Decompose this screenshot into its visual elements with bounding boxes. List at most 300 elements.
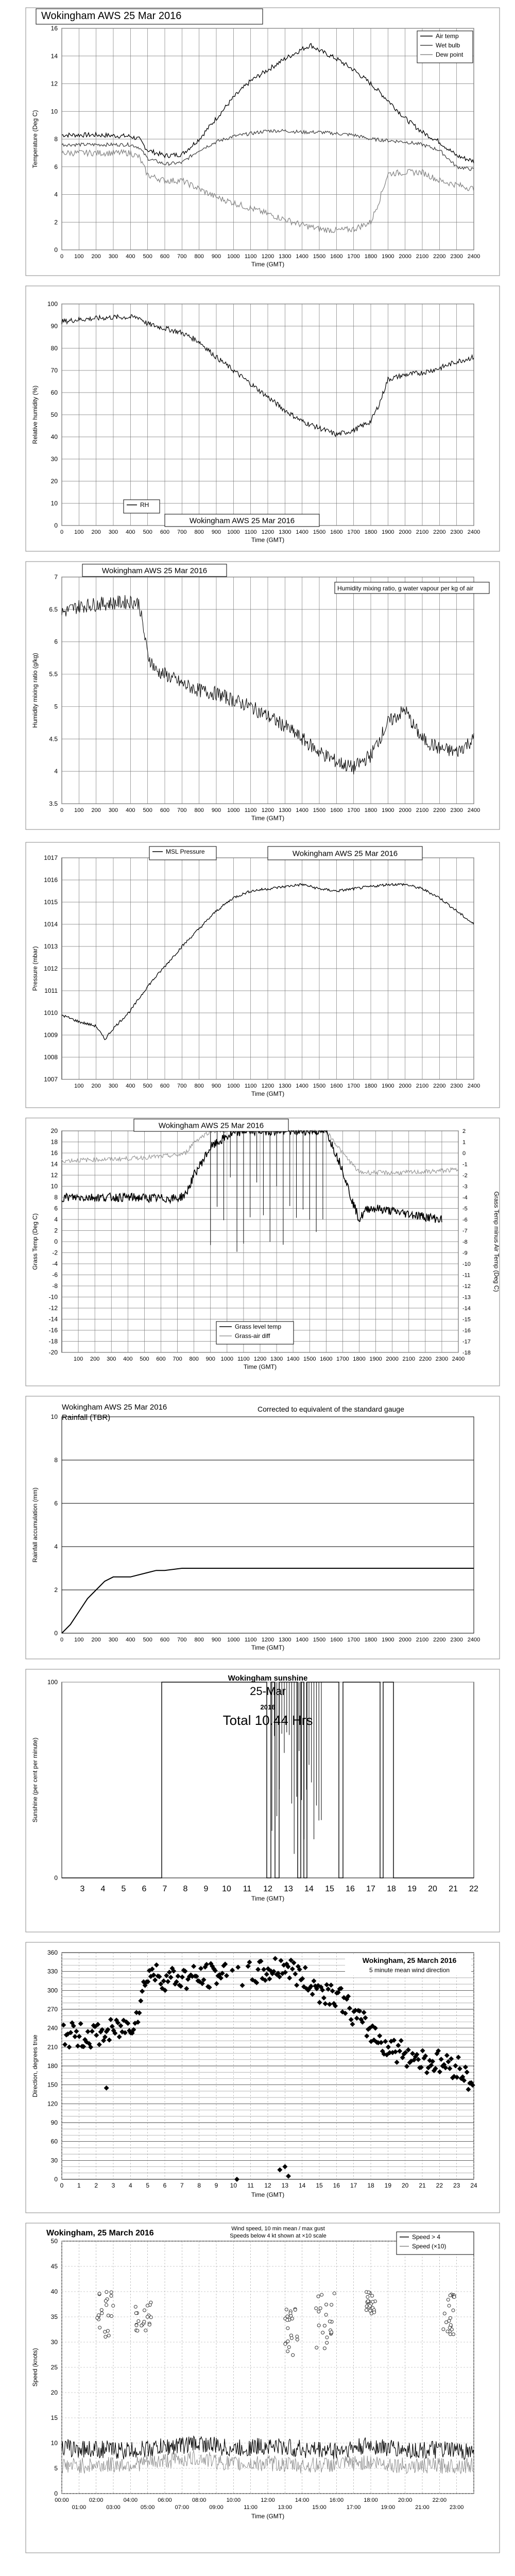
y-tick-label: 180 bbox=[47, 2062, 58, 2070]
y-tick-label: 4 bbox=[54, 191, 58, 198]
x-tick-label: 1500 bbox=[313, 1083, 326, 1089]
x-tick-label: 0 bbox=[60, 2182, 64, 2189]
x-tick-label: 600 bbox=[160, 1083, 170, 1089]
x-tick-label: 1400 bbox=[286, 1356, 300, 1362]
x-tick-label: 6 bbox=[142, 1885, 147, 1893]
x10-speed-point bbox=[371, 2300, 374, 2303]
x-tick-label: 12:00 bbox=[261, 2497, 275, 2503]
x10-speed-point bbox=[286, 2340, 289, 2343]
x-tick-label: 700 bbox=[177, 807, 187, 814]
x-axis-label: Time (GMT) bbox=[251, 2191, 285, 2198]
y-tick-label: 70 bbox=[50, 367, 58, 374]
x-tick-label: 1400 bbox=[296, 253, 308, 260]
x-tick-label: 500 bbox=[140, 1356, 149, 1362]
y-tick-label: 10 bbox=[50, 2439, 58, 2447]
y-tick-label: 100 bbox=[47, 1679, 58, 1686]
chart-title: Wokingham AWS 25 Mar 2016 bbox=[158, 1121, 264, 1130]
x-tick-label: 1800 bbox=[353, 1356, 366, 1362]
y-tick-label: -16 bbox=[48, 1327, 58, 1334]
chart-title: Wokingham AWS 25 Mar 2016 bbox=[41, 10, 182, 22]
x-tick-label: 5 bbox=[121, 1885, 126, 1893]
x10-speed-point bbox=[294, 2308, 297, 2311]
y-tick-label: 4 bbox=[54, 1216, 58, 1223]
x-axis-label: Time (GMT) bbox=[251, 815, 285, 822]
y-tick-label: 1008 bbox=[44, 1054, 58, 1061]
x-axis-label: Time (GMT) bbox=[251, 1090, 285, 1097]
x-tick-label: 1800 bbox=[364, 807, 377, 814]
x-tick-label: 14 bbox=[304, 1885, 314, 1893]
x-tick-label: 900 bbox=[211, 1637, 221, 1643]
y2-tick-label: -3 bbox=[462, 1183, 468, 1190]
y-tick-label: 16 bbox=[50, 25, 58, 32]
x-tick-label: 1700 bbox=[336, 1356, 349, 1362]
x-tick-label: 1800 bbox=[364, 1637, 377, 1643]
legend-label: Humidity mixing ratio, g water vapour per kg of air bbox=[337, 585, 474, 592]
x-tick-label: 16 bbox=[333, 2182, 340, 2189]
x-tick-label: 1700 bbox=[347, 529, 360, 535]
x-tick-label: 200 bbox=[91, 1637, 101, 1643]
x-tick-label: 7 bbox=[180, 2182, 184, 2189]
x-tick-label: 2200 bbox=[419, 1356, 432, 1362]
x-tick-label: 800 bbox=[194, 807, 204, 814]
y-tick-label: -6 bbox=[52, 1271, 58, 1279]
x10-speed-point bbox=[284, 2343, 287, 2346]
x-tick-label: 9 bbox=[214, 2182, 218, 2189]
x-tick-label: 1600 bbox=[330, 253, 343, 260]
y-tick-label: 330 bbox=[47, 1968, 58, 1975]
legend-label: MSL Pressure bbox=[166, 848, 205, 855]
x-tick-label: 1700 bbox=[347, 1637, 360, 1643]
x-tick-label: 2100 bbox=[416, 1637, 429, 1643]
y-tick-label: 90 bbox=[50, 2119, 58, 2126]
x10-speed-point bbox=[287, 2346, 290, 2349]
x10-speed-point bbox=[291, 2353, 295, 2357]
x-tick-label: 400 bbox=[123, 1356, 133, 1362]
y-tick-label: 15 bbox=[50, 2414, 58, 2421]
x10-speed-point bbox=[107, 2334, 110, 2337]
x-tick-label: 1300 bbox=[279, 529, 291, 535]
x-tick-label: 1600 bbox=[330, 807, 343, 814]
chart-title: Wokingham AWS 25 Mar 2016 bbox=[101, 566, 208, 575]
x-tick-label: 3 bbox=[80, 1885, 85, 1893]
y-tick-label: 0 bbox=[54, 246, 58, 253]
x-tick-label: 1200 bbox=[261, 1637, 274, 1643]
x-tick-label: 2200 bbox=[433, 1637, 446, 1643]
x10-speed-point bbox=[144, 2329, 147, 2332]
x-tick-label: 19:00 bbox=[381, 2504, 396, 2511]
y-tick-label: 4 bbox=[54, 1543, 58, 1550]
y-tick-label: 14 bbox=[50, 52, 58, 60]
x-axis-label: Time (GMT) bbox=[251, 2513, 285, 2520]
x10-speed-point bbox=[143, 2309, 146, 2312]
x10-speed-point bbox=[286, 2318, 289, 2321]
y-axis-label: Temperature (Deg C) bbox=[31, 110, 39, 168]
x-tick-label: 14:00 bbox=[295, 2497, 310, 2503]
y2-tick-label: 0 bbox=[462, 1150, 466, 1157]
y-tick-label: 25 bbox=[50, 2364, 58, 2371]
x-tick-label: 100 bbox=[73, 1356, 83, 1362]
x-tick-label: 8 bbox=[197, 2182, 201, 2189]
x10-speed-point bbox=[137, 2319, 140, 2323]
y-tick-label: 0 bbox=[54, 1874, 58, 1882]
y2-tick-label: -11 bbox=[462, 1272, 471, 1279]
x-tick-label: 11 bbox=[243, 1885, 252, 1893]
x-tick-label: 2400 bbox=[452, 1356, 465, 1362]
y2-tick-label: -7 bbox=[462, 1228, 468, 1234]
legend-label: RH bbox=[140, 501, 149, 509]
x10-speed-point bbox=[323, 2324, 326, 2327]
x-tick-label: 800 bbox=[194, 1083, 204, 1089]
x10-speed-point bbox=[289, 2312, 292, 2315]
x-tick-label: 2000 bbox=[399, 1637, 411, 1643]
x-tick-label: 1900 bbox=[382, 807, 394, 814]
x-axis-label: Time (GMT) bbox=[251, 1895, 285, 1902]
x-tick-label: 1200 bbox=[261, 1083, 274, 1089]
x-tick-label: 400 bbox=[126, 253, 135, 260]
chart-title: Wokingham AWS 25 Mar 2016 bbox=[189, 516, 295, 526]
y-tick-label: 1013 bbox=[44, 943, 58, 950]
y-tick-label: 270 bbox=[47, 2006, 58, 2013]
chart-humidity bbox=[26, 286, 500, 551]
y2-tick-label: -16 bbox=[462, 1328, 471, 1334]
x-tick-label: 05:00 bbox=[140, 2504, 155, 2511]
x-tick-label: 900 bbox=[211, 253, 221, 260]
x10-speed-point bbox=[452, 2309, 455, 2312]
y-tick-label: 60 bbox=[50, 2138, 58, 2145]
x-tick-label: 04:00 bbox=[123, 2497, 138, 2503]
y2-tick-label: -2 bbox=[462, 1173, 468, 1179]
x-tick-label: 19 bbox=[407, 1885, 417, 1893]
y-tick-label: 50 bbox=[50, 411, 58, 418]
x-tick-label: 500 bbox=[143, 1637, 152, 1643]
y-tick-label: 20 bbox=[50, 478, 58, 485]
x-tick-label: 2100 bbox=[402, 1356, 415, 1362]
y-tick-label: 100 bbox=[47, 300, 58, 308]
legend-label: Grass-air diff bbox=[235, 1332, 270, 1340]
x-tick-label: 600 bbox=[160, 253, 170, 260]
x-tick-label: 13 bbox=[284, 1885, 293, 1893]
y-tick-label: 4 bbox=[54, 768, 58, 775]
y-tick-label: 12 bbox=[50, 1172, 58, 1179]
x-tick-label: 23 bbox=[453, 2182, 460, 2189]
x10-speed-point bbox=[143, 2320, 146, 2323]
y-tick-label: -10 bbox=[48, 1293, 58, 1301]
y2-axis-label: Grass Temp minus Air Temp (Deg C) bbox=[493, 1191, 500, 1292]
x-tick-label: 400 bbox=[126, 1637, 135, 1643]
x-tick-label: 800 bbox=[194, 253, 204, 260]
y-tick-label: 8 bbox=[54, 1194, 58, 1201]
x-tick-label: 1200 bbox=[261, 253, 274, 260]
x10-speed-point bbox=[317, 2295, 320, 2298]
y-tick-label: 12 bbox=[50, 80, 58, 88]
x-tick-label: 2000 bbox=[399, 1083, 411, 1089]
x-tick-label: 300 bbox=[108, 253, 118, 260]
chart-wind_direction bbox=[26, 1942, 500, 2213]
x10-speed-point bbox=[286, 2327, 289, 2330]
x10-speed-point bbox=[110, 2291, 113, 2294]
chart-pressure bbox=[26, 842, 500, 1108]
y-tick-label: 10 bbox=[50, 1413, 58, 1420]
y-tick-label: 1009 bbox=[44, 1031, 58, 1039]
x-tick-label: 22 bbox=[436, 2182, 443, 2189]
x-tick-label: 1400 bbox=[296, 1083, 308, 1089]
chart-title: Wokingham AWS 25 Mar 2016 bbox=[292, 849, 398, 858]
x10-speed-point bbox=[135, 2324, 138, 2327]
x-tick-label: 1200 bbox=[261, 807, 274, 814]
x-tick-label: 22 bbox=[469, 1885, 478, 1893]
x-tick-label: 18 bbox=[367, 2182, 374, 2189]
x10-speed-point bbox=[371, 2294, 374, 2297]
x-tick-label: 09:00 bbox=[209, 2504, 224, 2511]
x-tick-label: 17 bbox=[366, 1885, 375, 1893]
y-tick-label: 2 bbox=[54, 218, 58, 226]
x-tick-label: 20:00 bbox=[398, 2497, 413, 2503]
x-tick-label: 21:00 bbox=[415, 2504, 430, 2511]
x10-speed-point bbox=[134, 2305, 137, 2308]
x-tick-label: 1000 bbox=[227, 1083, 240, 1089]
x-tick-label: 2100 bbox=[416, 529, 429, 535]
x-tick-label: 10:00 bbox=[226, 2497, 241, 2503]
x-tick-label: 2300 bbox=[435, 1356, 449, 1362]
y-tick-label: 14 bbox=[50, 1160, 58, 1168]
x-tick-label: 18 bbox=[387, 1885, 396, 1893]
y2-tick-label: -8 bbox=[462, 1239, 468, 1245]
y-axis-label: Sunshine (per cent per minute) bbox=[31, 1737, 39, 1823]
x-tick-label: 1100 bbox=[244, 529, 257, 535]
sunshine-total: Total 10.44 Hrs bbox=[222, 1713, 313, 1728]
x10-speed-point bbox=[445, 2320, 448, 2324]
y-tick-label: 20 bbox=[50, 1127, 58, 1134]
x10-speed-point bbox=[325, 2303, 328, 2306]
x-tick-label: 20 bbox=[428, 1885, 437, 1893]
y-tick-label: 8 bbox=[54, 135, 58, 143]
x10-speed-point bbox=[373, 2311, 376, 2314]
x-tick-label: 4 bbox=[100, 1885, 106, 1893]
x-tick-label: 8 bbox=[183, 1885, 188, 1893]
x10-speed-point bbox=[333, 2292, 336, 2295]
x-tick-label: 2300 bbox=[450, 1083, 463, 1089]
x10-speed-point bbox=[442, 2328, 445, 2331]
y2-tick-label: -15 bbox=[462, 1316, 471, 1323]
x-tick-label: 12 bbox=[264, 2182, 271, 2189]
x10-speed-point bbox=[317, 2324, 320, 2327]
x-tick-label: 1600 bbox=[330, 1083, 343, 1089]
y2-tick-label: -10 bbox=[462, 1261, 471, 1267]
y-tick-label: 6 bbox=[54, 638, 58, 646]
legend-label: Speed (×10) bbox=[412, 2243, 447, 2250]
x-tick-label: 100 bbox=[74, 1083, 84, 1089]
x10-speed-point bbox=[98, 2326, 101, 2329]
x-tick-label: 900 bbox=[205, 1356, 215, 1362]
x10-speed-point bbox=[146, 2304, 149, 2307]
x10-speed-point bbox=[325, 2336, 329, 2339]
x10-speed-point bbox=[320, 2293, 323, 2296]
x-tick-label: 1300 bbox=[279, 1083, 291, 1089]
chart-title: Wokingham, 25 March 2016 bbox=[362, 1956, 457, 1964]
x-tick-label: 2400 bbox=[467, 253, 480, 260]
y-tick-label: 0 bbox=[54, 1238, 58, 1245]
x10-speed-point bbox=[321, 2331, 324, 2334]
x-tick-label: 2400 bbox=[467, 529, 480, 535]
x10-speed-point bbox=[96, 2316, 99, 2319]
x10-speed-point bbox=[286, 2350, 289, 2353]
x10-speed-point bbox=[146, 2315, 149, 2318]
y-tick-label: 300 bbox=[47, 1987, 58, 1994]
x-tick-label: 1700 bbox=[347, 1083, 360, 1089]
y-tick-label: 6.5 bbox=[49, 605, 58, 613]
x-tick-label: 600 bbox=[160, 529, 170, 535]
x-axis-label: Time (GMT) bbox=[243, 1363, 277, 1370]
y-axis-label: Relative humidity (%) bbox=[31, 385, 39, 444]
y-tick-label: 1007 bbox=[44, 1076, 58, 1083]
x-tick-label: 11:00 bbox=[244, 2504, 258, 2511]
x-tick-label: 2400 bbox=[467, 1637, 480, 1643]
x-tick-label: 300 bbox=[108, 1637, 118, 1643]
x-tick-label: 2000 bbox=[386, 1356, 399, 1362]
y-tick-label: 90 bbox=[50, 323, 58, 330]
y-tick-label: -20 bbox=[48, 1349, 58, 1356]
legend-label: Wet bulb bbox=[436, 42, 460, 49]
x-tick-label: 13 bbox=[281, 2182, 289, 2189]
plot-area bbox=[62, 1417, 474, 1633]
x-tick-label: 10 bbox=[230, 2182, 237, 2189]
x-tick-label: 1900 bbox=[382, 1637, 394, 1643]
x-tick-label: 24 bbox=[470, 2182, 477, 2189]
x-tick-label: 1400 bbox=[296, 1637, 308, 1643]
x10-speed-point bbox=[448, 2304, 451, 2307]
chart-subtitle: 5 minute mean wind direction bbox=[369, 1967, 450, 1974]
x-tick-label: 2200 bbox=[433, 807, 446, 814]
x10-speed-point bbox=[324, 2313, 328, 2316]
x-tick-label: 11 bbox=[247, 2182, 254, 2189]
x-tick-label: 300 bbox=[108, 1083, 118, 1089]
plot-area bbox=[62, 1682, 474, 1878]
x-tick-label: 1 bbox=[77, 2182, 81, 2189]
x-tick-label: 7 bbox=[162, 1885, 167, 1893]
x-tick-label: 1000 bbox=[220, 1356, 234, 1362]
x-tick-label: 200 bbox=[90, 1356, 100, 1362]
chart-title: Wokingham AWS 25 Mar 2016 bbox=[62, 1403, 167, 1412]
x10-speed-point bbox=[134, 2312, 138, 2315]
x-tick-label: 08:00 bbox=[192, 2497, 207, 2503]
y-tick-label: 210 bbox=[47, 2043, 58, 2051]
x-tick-label: 1700 bbox=[347, 253, 360, 260]
y-axis-label: Humidity mixing ratio (g/kg) bbox=[31, 653, 39, 728]
y-tick-label: 240 bbox=[47, 2024, 58, 2032]
x10-speed-point bbox=[110, 2294, 113, 2297]
x-tick-label: 100 bbox=[74, 1637, 84, 1643]
x-tick-label: 1100 bbox=[237, 1356, 250, 1362]
y-tick-label: 60 bbox=[50, 389, 58, 396]
x-tick-label: 400 bbox=[126, 807, 135, 814]
y-tick-label: 5 bbox=[54, 703, 58, 710]
x-tick-label: 3 bbox=[111, 2182, 115, 2189]
y-tick-label: 6 bbox=[54, 163, 58, 171]
y-tick-label: 0 bbox=[54, 2176, 58, 2183]
x10-speed-point bbox=[443, 2312, 446, 2315]
x10-speed-point bbox=[290, 2317, 294, 2320]
x10-speed-point bbox=[104, 2335, 107, 2338]
x-tick-label: 2200 bbox=[433, 529, 446, 535]
x10-speed-point bbox=[452, 2333, 455, 2336]
x-tick-label: 800 bbox=[194, 529, 204, 535]
y-tick-label: -8 bbox=[52, 1282, 58, 1290]
x-tick-label: 1000 bbox=[227, 529, 240, 535]
x-tick-label: 21 bbox=[419, 2182, 426, 2189]
x10-speed-point bbox=[453, 2296, 456, 2299]
y2-tick-label: 1 bbox=[462, 1139, 466, 1146]
x-tick-label: 1200 bbox=[253, 1356, 267, 1362]
x-tick-label: 800 bbox=[194, 1637, 204, 1643]
x-tick-label: 500 bbox=[143, 807, 152, 814]
x-tick-label: 900 bbox=[211, 1083, 221, 1089]
y-tick-label: 30 bbox=[50, 2338, 58, 2346]
chart-annotation: Corrected to equivalent of the standard gauge bbox=[258, 1405, 404, 1413]
x-tick-label: 2300 bbox=[450, 529, 463, 535]
x10-speed-point bbox=[110, 2314, 113, 2317]
x-tick-label: 0 bbox=[60, 1637, 64, 1643]
legend-label: Speed > 4 bbox=[412, 2233, 441, 2241]
y2-tick-label: -1 bbox=[462, 1161, 468, 1168]
y-tick-label: 20 bbox=[50, 2389, 58, 2396]
chart-year: 2016 bbox=[260, 1703, 276, 1711]
chart-note: Speeds below 4 kt shown at ×10 scale bbox=[230, 2233, 327, 2239]
chart-title: Wokingham sunshine bbox=[228, 1674, 308, 1683]
x10-speed-point bbox=[325, 2341, 329, 2344]
x10-speed-point bbox=[367, 2300, 370, 2303]
x10-speed-point bbox=[148, 2323, 151, 2326]
y-tick-label: 2 bbox=[54, 1227, 58, 1234]
y-tick-label: 50 bbox=[50, 2238, 58, 2245]
x-tick-label: 0 bbox=[60, 253, 64, 260]
x-tick-label: 10 bbox=[222, 1885, 231, 1893]
y-tick-label: 40 bbox=[50, 433, 58, 440]
y-tick-label: 1014 bbox=[44, 921, 58, 928]
x10-speed-point bbox=[449, 2333, 452, 2336]
x-tick-label: 700 bbox=[177, 1083, 187, 1089]
x-tick-label: 200 bbox=[91, 1083, 101, 1089]
x-tick-label: 1600 bbox=[330, 529, 343, 535]
chart-rainfall bbox=[26, 1396, 500, 1659]
x-tick-label: 1300 bbox=[270, 1356, 283, 1362]
x-tick-label: 2100 bbox=[416, 1083, 429, 1089]
y-tick-label: 0 bbox=[54, 522, 58, 529]
x-tick-label: 100 bbox=[74, 807, 84, 814]
y-tick-label: 5.5 bbox=[49, 670, 58, 678]
x10-speed-point bbox=[98, 2292, 101, 2295]
x-tick-label: 1500 bbox=[313, 1637, 326, 1643]
x-tick-label: 5 bbox=[146, 2182, 150, 2189]
x10-speed-point bbox=[104, 2299, 107, 2302]
y-tick-label: 80 bbox=[50, 345, 58, 352]
x-tick-label: 1100 bbox=[244, 1083, 257, 1089]
x-tick-label: 700 bbox=[177, 253, 187, 260]
x10-speed-point bbox=[330, 2331, 333, 2334]
x-tick-label: 500 bbox=[143, 253, 152, 260]
x-tick-label: 0 bbox=[60, 807, 64, 814]
x-tick-label: 2400 bbox=[467, 807, 480, 814]
x-tick-label: 4 bbox=[128, 2182, 132, 2189]
y-tick-label: 30 bbox=[50, 2157, 58, 2164]
x-tick-label: 2300 bbox=[450, 807, 463, 814]
y-tick-label: 45 bbox=[50, 2263, 58, 2270]
x-tick-label: 17 bbox=[350, 2182, 357, 2189]
x-tick-label: 1800 bbox=[364, 253, 377, 260]
x-tick-label: 1200 bbox=[261, 529, 274, 535]
x-tick-label: 700 bbox=[177, 529, 187, 535]
chart-sunshine bbox=[26, 1669, 500, 1932]
x-tick-label: 100 bbox=[74, 253, 84, 260]
